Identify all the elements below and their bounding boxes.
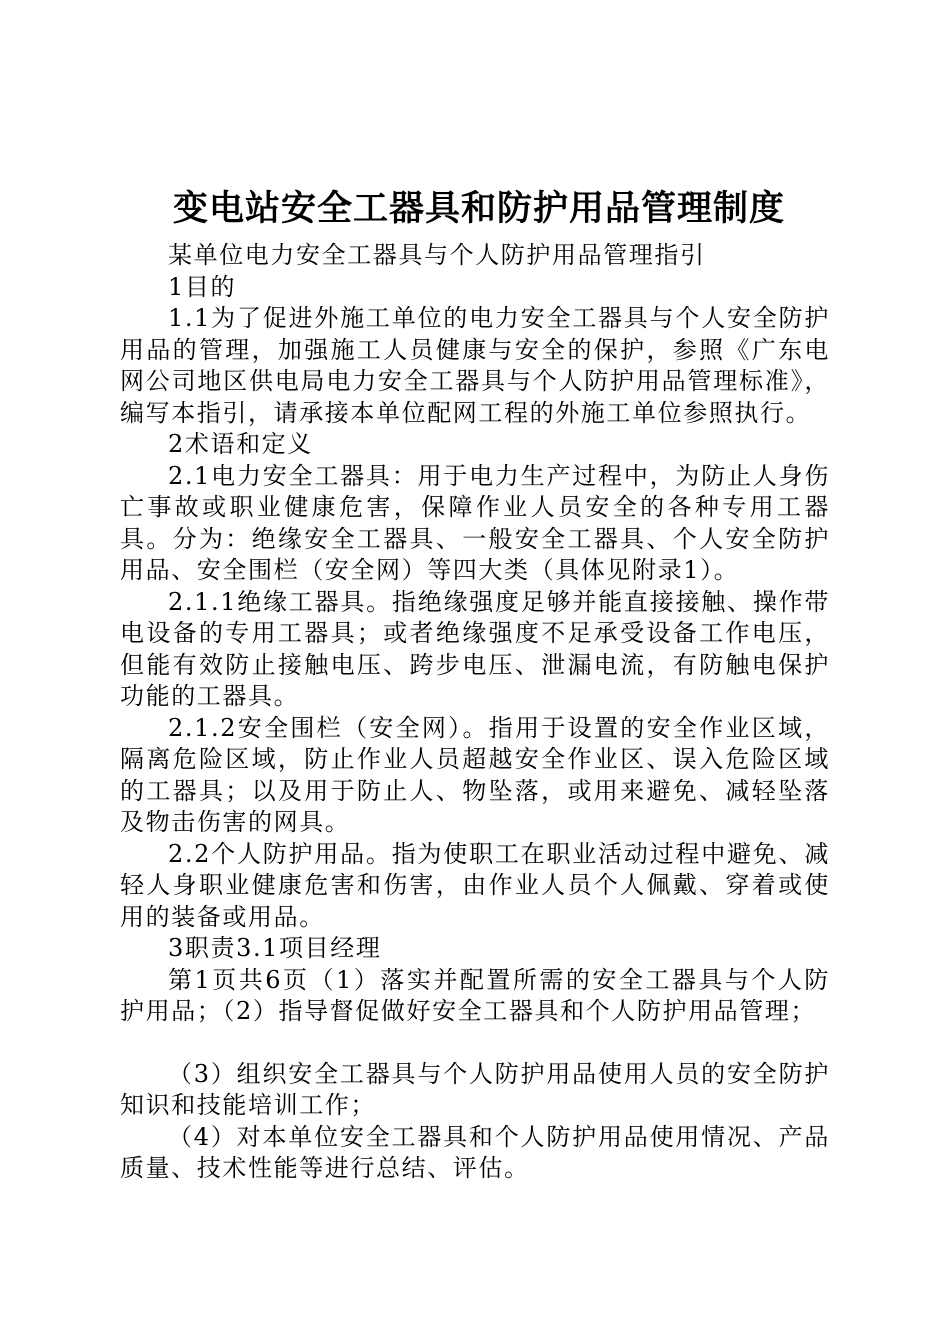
document-body bbox=[0, 240, 950, 1185]
paragraph-subtitle: 某单位电力安全工器具与个人防护用品管理指引 bbox=[168, 241, 706, 269]
paragraph-duty-4: （4）对本单位安全工器具和个人防护用品使用情况、产品质量、技术性能等进行总结、评估。 bbox=[120, 1122, 830, 1182]
paragraph-section-3-heading: 3职责3.1项目经理 bbox=[168, 934, 382, 962]
paragraph-duty-1-2: 第1页共6页（1）落实并配置所需的安全工器具与个人防护用品；（2）指导督促做好安全工器具和个人防护用品管理； bbox=[120, 965, 830, 1025]
paragraph-2-2: 2.2个人防护用品。指为使职工在职业活动过程中避免、减轻人身职业健康危害和伤害，由作业人员个人佩戴、穿着或使用的装备或用品。 bbox=[120, 839, 830, 931]
paragraph-section-1-heading: 1目的 bbox=[168, 272, 237, 301]
paragraph-2-1-2: 2.1.2安全围栏（安全网）。指用于设置的安全作业区域，隔离危险区域，防止作业人员超越安全作业区、误入危险区域的工器具；以及用于防止人、物坠落，或用来避免、减轻坠落及物击伤害的网具。 bbox=[120, 713, 830, 836]
document-title: 变电站安全工器具和防护用品管理制度 bbox=[172, 188, 785, 229]
paragraph-2-1: 2.1电力安全工器具：用于电力生产过程中，为防止人身伤亡事故或职业健康危害，保障作业人员安全的各种专用工器具。分为：绝缘安全工器具、一般安全工器具、个人安全防护用品、安全围栏（安全网）等四大类（具体见附录1）。 bbox=[120, 461, 830, 584]
paragraph-2-1-1: 2.1.1绝缘工器具。指绝缘强度足够并能直接接触、操作带电设备的专用工器具；或者绝缘强度不足承受设备工作电压，但能有效防止接触电压、跨步电压、泄漏电流，有防触电保护功能的工器具。 bbox=[120, 587, 830, 710]
paragraph-duty-3: （3）组织安全工器具与个人防护用品使用人员的安全防护知识和技能培训工作； bbox=[120, 1059, 830, 1119]
paragraph-section-2-heading: 2术语和定义 bbox=[168, 430, 313, 458]
paragraph-1-1: 1.1为了促进外施工单位的电力安全工器具与个人安全防护用品的管理，加强施工人员健康与安全的保护，参照《广东电网公司地区供电局电力安全工器具与个人防护用品管理标准》，编写本指引，请承接本单位配网工程的外施工单位参照执行。 bbox=[120, 304, 830, 427]
